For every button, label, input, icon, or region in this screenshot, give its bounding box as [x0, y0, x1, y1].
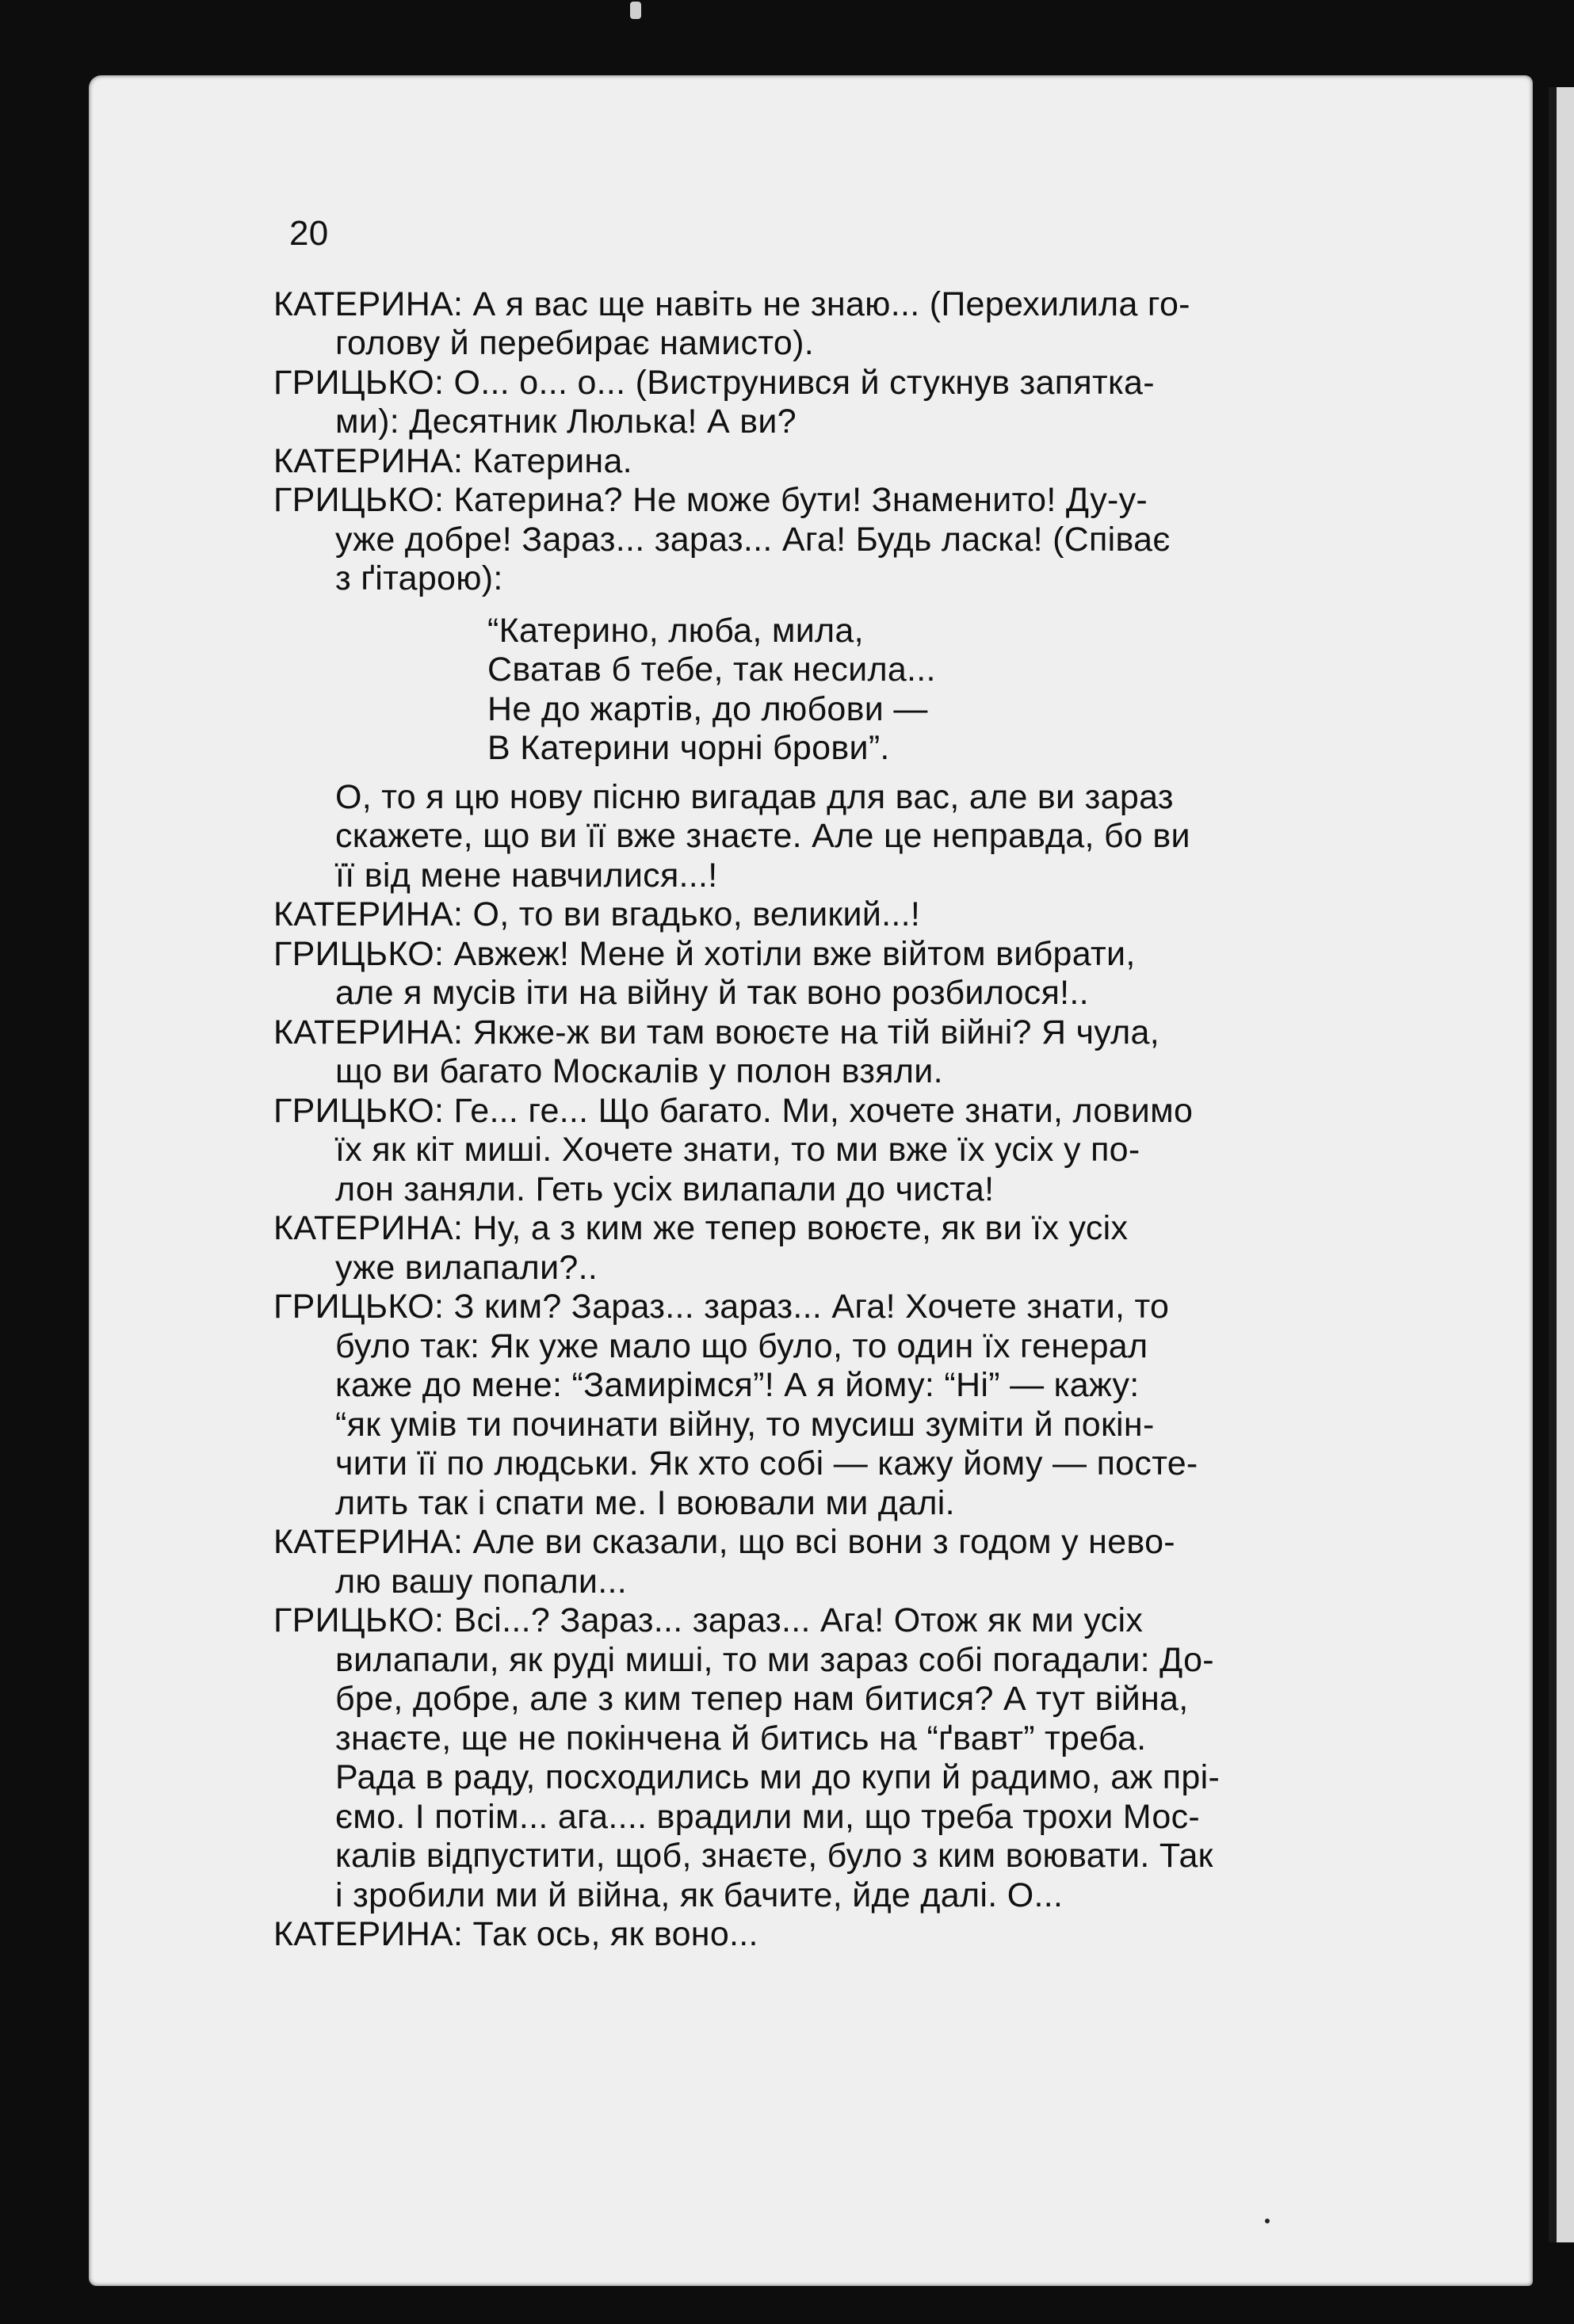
- speech-line: знаєте, ще не покінчена й битись на “ґвавт” треба.: [335, 1719, 1147, 1757]
- speech-first-line: [273, 481, 1361, 521]
- speech-line: калів відпустити, щоб, знаєте, було з ким воювати. Так: [335, 1837, 1213, 1875]
- song-verse: [487, 612, 1361, 769]
- scan-artifact: [630, 2, 641, 19]
- speech-first-line: [273, 895, 1361, 935]
- speaker-name: ГРИЦЬКО:: [273, 1601, 445, 1639]
- verse-line: Сватав б тебе, так несила...: [487, 651, 936, 689]
- speech-line: уже добре! Зараз... зараз... Ага! Будь ласка! (Співає: [335, 520, 1171, 559]
- speech-line: лю вашу попали...: [335, 1562, 627, 1601]
- ink-speck: [1265, 2219, 1270, 2223]
- speech-line: лить так і спати ме. І воювали ми далі.: [335, 1483, 955, 1522]
- dialogue-block: [273, 895, 1361, 1955]
- speech: [273, 935, 1361, 1013]
- speech: [273, 1013, 1361, 1092]
- speech: [273, 1209, 1361, 1288]
- speaker-name: КАТЕРИНА:: [273, 1209, 464, 1247]
- speech-line: лон заняли. Геть усіх вилапали до чиста!: [335, 1170, 995, 1208]
- speech: [273, 1288, 1361, 1523]
- speaker-name: КАТЕРИНА:: [273, 1915, 464, 1953]
- speech-first-line: [273, 285, 1361, 325]
- speech-text: О, то ви вгадько, великий...!: [472, 895, 921, 933]
- speech-text: О... о... о... (Виструнився й стукнув запятка-: [453, 363, 1155, 402]
- speech-line: що ви багато Москалів у полон взяли.: [335, 1052, 943, 1090]
- speech-line: О, то я цю нову пісню вигадав для вас, але ви зараз: [335, 777, 1174, 816]
- speech: [273, 442, 1361, 482]
- speech-first-line: [273, 442, 1361, 482]
- page-number: 20: [289, 214, 329, 253]
- speech: [273, 1601, 1361, 1915]
- speech-first-line: [273, 1288, 1361, 1327]
- dialogue-block: [273, 285, 1361, 599]
- speaker-name: КАТЕРИНА:: [273, 1013, 464, 1051]
- speech-text: З ким? Зараз... зараз... Ага! Хочете знати, то: [453, 1288, 1170, 1326]
- speech: [273, 1523, 1361, 1601]
- speaker-name: КАТЕРИНА:: [273, 1523, 464, 1561]
- speech-line: з ґітарою):: [335, 559, 503, 597]
- speech-text: Ге... ге... Що багато. Ми, хочете знати, ловимо: [453, 1091, 1194, 1130]
- speech-line: уже вилапали?..: [335, 1248, 598, 1287]
- speech: [273, 481, 1361, 599]
- speaker-name: ГРИЦЬКО:: [273, 1288, 445, 1326]
- speech-text: Авжеж! Мене й хотіли вже війтом вибрати,: [453, 934, 1136, 973]
- verse-line: Не до жартів, до любови —: [487, 689, 928, 728]
- verse-line: В Катерини чорні брови”.: [487, 729, 890, 767]
- speech-first-line: [273, 1915, 1361, 1955]
- speaker-name: КАТЕРИНА:: [273, 284, 464, 323]
- speech-first-line: [273, 1209, 1361, 1249]
- speech-line: і зробили ми й війна, як бачите, йде далі. О...: [335, 1876, 1064, 1914]
- page-text: [273, 214, 1361, 1955]
- speech-line: але я мусів іти на війну й так воно розбилося!..: [335, 974, 1089, 1012]
- speech-text: Катерина.: [472, 441, 632, 480]
- speech-first-line: [273, 1523, 1361, 1563]
- speech-line: вилапали, як руді миші, то ми зараз собі погадали: До-: [335, 1640, 1214, 1679]
- verse-line: “Катерино, люба, мила,: [487, 611, 864, 650]
- next-page-edge: [1549, 87, 1574, 2242]
- speech: [273, 285, 1361, 364]
- speaker-name: ГРИЦЬКО:: [273, 363, 445, 402]
- speech: [273, 895, 1361, 935]
- speech-line: чити її по людськи. Як хто собі — кажу йому — посте-: [335, 1444, 1198, 1483]
- speech-line: бре, добре, але з ким тепер нам битися? А тут війна,: [335, 1680, 1189, 1718]
- speech-text: Якже-ж ви там воюєте на тій війні? Я чула,: [472, 1013, 1160, 1051]
- speaker-name: КАТЕРИНА:: [273, 441, 464, 480]
- speech: [273, 1915, 1361, 1955]
- speech-first-line: [273, 364, 1361, 403]
- speech-line: Рада в раду, посходились ми до купи й радимо, аж прі-: [335, 1758, 1221, 1796]
- speech-first-line: [273, 1092, 1361, 1131]
- speech-first-line: [273, 935, 1361, 975]
- speech-line: ми): Десятник Люлька! А ви?: [335, 403, 797, 441]
- speech-line: її від мене навчилися...!: [335, 856, 718, 895]
- speech-first-line: [273, 1601, 1361, 1641]
- speech: [273, 1092, 1361, 1210]
- speech-first-line: [273, 1013, 1361, 1053]
- speech-continuation: [335, 778, 1361, 896]
- speaker-name: КАТЕРИНА:: [273, 895, 464, 933]
- speech-line: “як умів ти починати війну, то мусиш зуміти й покін-: [335, 1405, 1155, 1444]
- speech-line: їх як кіт миші. Хочете знати, то ми вже їх усіх у по-: [335, 1131, 1140, 1169]
- speech-text: А я вас ще навіть не знаю... (Перехилила го-: [472, 284, 1190, 323]
- speech-text: Ну, а з ким же тепер воюєте, як ви їх усіх: [472, 1209, 1129, 1247]
- speech-line: ємо. І потім... ага.... врадили ми, що треба трохи Мос-: [335, 1797, 1201, 1836]
- speech-line: каже до мене: “Замирімся”! А я йому: “Ні” — кажу:: [335, 1366, 1140, 1404]
- speaker-name: ГРИЦЬКО:: [273, 934, 445, 973]
- speech: [273, 364, 1361, 442]
- speech-text: Всі...? Зараз... зараз... Ага! Отож як ми усіх: [453, 1601, 1144, 1639]
- speech-text: Так ось, як воно...: [472, 1915, 758, 1953]
- speaker-name: ГРИЦЬКО:: [273, 1091, 445, 1130]
- speech-line: скажете, що ви її вже знаєте. Але це неправда, бо ви: [335, 817, 1190, 855]
- speaker-name: ГРИЦЬКО:: [273, 481, 445, 519]
- speech-line: було так: Як уже мало що було, то один їх генерал: [335, 1326, 1148, 1365]
- speech-text: Але ви сказали, що всі вони з годом у нево-: [472, 1523, 1175, 1561]
- speech-text: Катерина? Не може бути! Знаменито! Ду-у-: [453, 481, 1148, 519]
- speech-line: голову й перебирає намисто).: [335, 324, 814, 362]
